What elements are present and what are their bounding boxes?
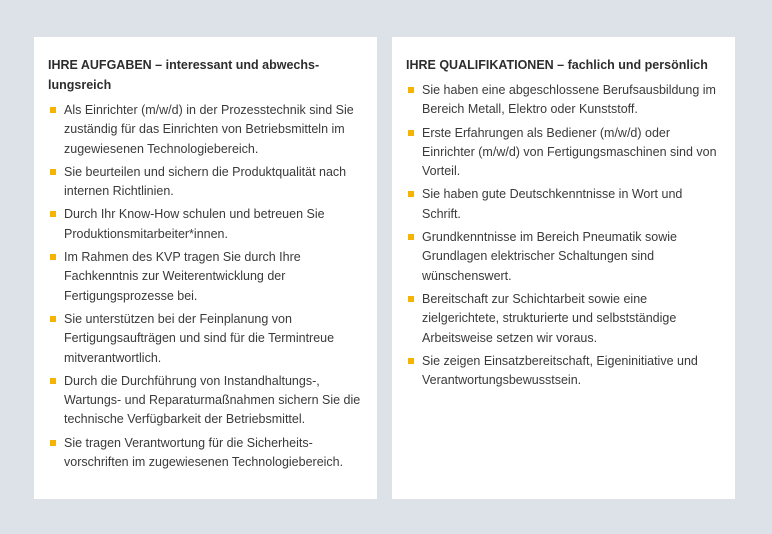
tasks-title: IHRE AUFGABEN – interessant und abwechs-lungsreich: [48, 58, 320, 92]
list-item-text: Sie unterstützen bei der Feinplanung von Fertigungsaufträgen und sind für die Termintreue mitverantwortlich.: [64, 311, 335, 365]
list-item-text: Bereitschaft zur Schichtarbeit sowie eine zielgerichtete, strukturierte und selbstständige Arbeitsweise setzen wir voraus.: [422, 291, 677, 345]
list-item-text: Sie haben gute Deutschkenntnisse in Wort und Schrift.: [422, 187, 683, 221]
list-item-text: Erste Erfahrungen als Bediener (m/w/d) oder Einrichter (m/w/d) von Fertigungsmaschinen sind von Vorteil.: [422, 125, 717, 179]
bullet-icon: [408, 191, 414, 197]
list-item: [48, 248, 363, 306]
list-item: [48, 163, 363, 202]
qualifications-list: [406, 81, 721, 390]
qualifications-card: [392, 37, 735, 499]
bullet-icon: [50, 211, 56, 217]
bullet-icon: [50, 254, 56, 260]
qualifications-title: IHRE QUALIFIKATIONEN – fachlich und persönlich: [406, 58, 708, 72]
list-item-text: Durch Ihr Know-How schulen und betreuen Sie Produktionsmitarbeiter*innen.: [64, 207, 325, 241]
list-item: [406, 290, 721, 348]
bullet-icon: [408, 234, 414, 240]
list-item: [406, 124, 721, 182]
bullet-icon: [50, 316, 56, 322]
list-item: [406, 81, 721, 120]
tasks-card: [34, 37, 377, 499]
list-item: [406, 352, 721, 391]
list-item-text: Im Rahmen des KVP tragen Sie durch Ihre Fachkenntnis zur Weiterentwicklung der Fertigungsprozesse bei.: [64, 250, 301, 303]
list-item-text: Sie haben eine abgeschlossene Berufsausbildung im Bereich Metall, Elektro oder Kunststoff.: [422, 83, 716, 117]
list-item-text: Sie tragen Verantwortung für die Sicherheits-vorschriften im zugewiesenen Technologiebereich.: [64, 435, 344, 470]
list-item-text: Durch die Durchführung von Instandhaltungs-, Wartungs- und Reparaturmaßnahmen sichern Sie die technische Verfügbarkeit der Betriebsmittel.: [64, 373, 361, 427]
bullet-icon: [50, 440, 56, 446]
bullet-icon: [408, 296, 414, 302]
list-item-text: Grundkenntnisse im Bereich Pneumatik sowie Grundlagen elektrischer Schaltungen sind wünschenswert.: [422, 230, 677, 283]
list-item: [48, 101, 363, 159]
list-item: [48, 372, 363, 430]
bullet-icon: [50, 378, 56, 384]
list-item-text: Als Einrichter (m/w/d) in der Prozesstechnik sind Sie zuständig für das Einrichten von Betriebsmitteln im zugewiesenen Technologiebereich.: [64, 103, 354, 156]
list-item-text: Sie beurteilen und sichern die Produktqualität nach internen Richtlinien.: [64, 164, 347, 199]
list-item: [48, 310, 363, 368]
bullet-icon: [50, 107, 56, 113]
bullet-icon: [50, 169, 56, 175]
bullet-icon: [408, 87, 414, 93]
list-item: [406, 185, 721, 224]
bullet-icon: [408, 358, 414, 364]
list-item: [48, 434, 363, 473]
tasks-list: [48, 101, 363, 472]
list-item: [406, 228, 721, 286]
bullet-icon: [408, 130, 414, 136]
list-item: [48, 205, 363, 244]
list-item-text: Sie zeigen Einsatzbereitschaft, Eigeninitiative und Verantwortungsbewusstsein.: [422, 353, 698, 388]
